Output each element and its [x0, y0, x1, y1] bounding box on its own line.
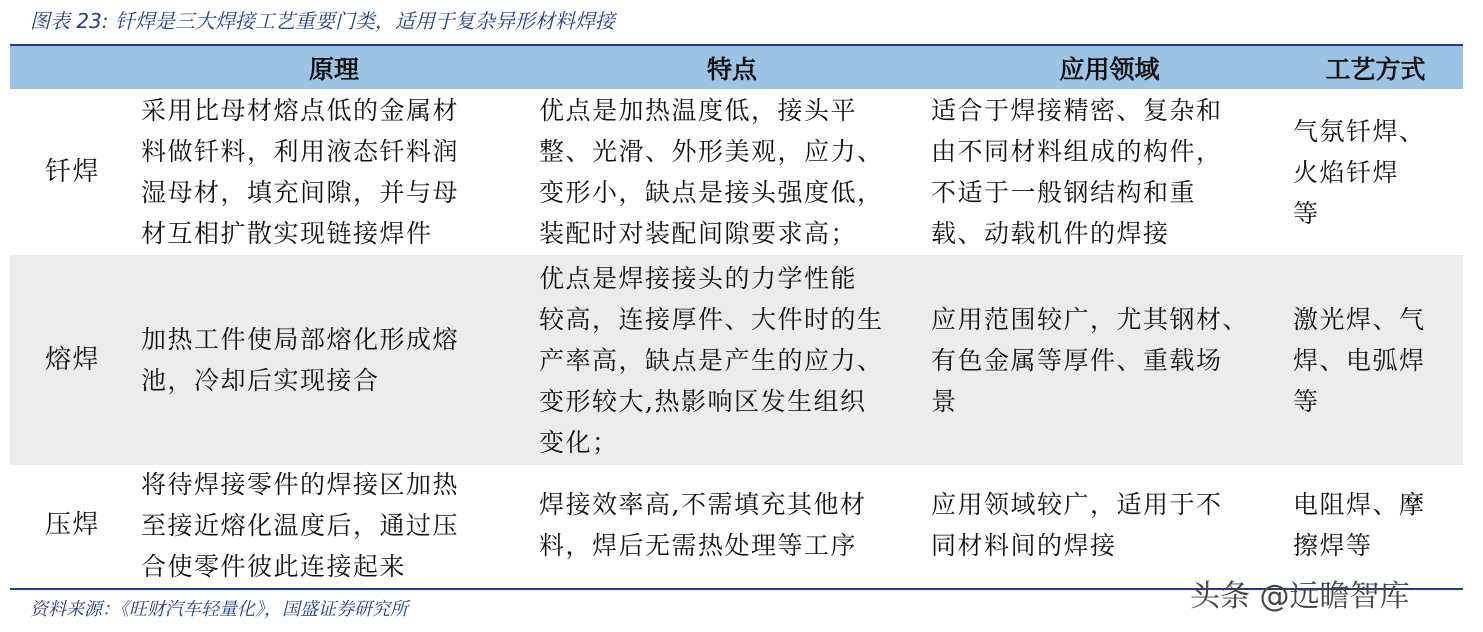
- principle-cell: 采用比母材熔点低的金属材 料做钎料，利用液态钎料润 湿母材，填充间隙，并与母 材互相扩散实现链接焊件: [141, 96, 460, 248]
- table-row: [10, 465, 1463, 585]
- process-cell: 气氛钎焊、 火焰钎焊 等: [1293, 116, 1426, 228]
- features-cell: 优点是加热温度低，接头平 整、光滑、外形美观，应力、 变形小，缺点是接头强度低， 装配时对装配间隙要求高；: [539, 96, 884, 248]
- table-row: [10, 89, 1463, 255]
- row-name: 钎焊: [44, 156, 100, 187]
- features-cell: 焊接效率高,不需填充其他材 料，焊后无需热处理等工序: [539, 490, 867, 560]
- row-name: 压焊: [44, 509, 100, 540]
- header-process: 工艺方式: [1325, 54, 1426, 84]
- process-cell: 激光焊、气 焊、电弧焊 等: [1293, 304, 1426, 416]
- table-header: [10, 46, 1463, 89]
- source-note: 资料来源：《旺财汽车轻量化》，国盛证券研究所: [30, 599, 408, 620]
- application-cell: 应用领域较广，适用于不 同材料间的焊接: [931, 490, 1223, 560]
- header-blank: [10, 46, 135, 89]
- comparison-table: [10, 46, 1463, 585]
- features-cell: 优点是焊接接头的力学性能 较高，连接厚件、大件时的生 产率高，缺点是产生的应力、 变形较大,热影响区发生组织 变化；: [539, 263, 884, 457]
- header-features: 特点: [706, 54, 757, 84]
- principle-cell: 将待焊接零件的焊接区加热 至接近熔化温度后，通过压 合使零件彼此连接起来: [141, 469, 460, 581]
- header-principle: 原理: [308, 54, 359, 84]
- principle-cell: 加热工件使局部熔化形成熔 池，冷却后实现接合: [141, 325, 460, 395]
- header-application: 应用领域: [1059, 54, 1160, 84]
- table-row: [10, 255, 1463, 465]
- application-cell: 应用范围较广，尤其钢材、 有色金属等厚件、重载场 景: [931, 304, 1250, 416]
- watermark: 头条 @远瞻智库: [1190, 579, 1410, 614]
- application-cell: 适合于焊接精密、复杂和 由不同材料组成的构件， 不适于一般钢结构和重 载、动载机件的焊接: [931, 96, 1223, 248]
- figure-caption: 图表 23: 钎焊是三大焊接工艺重要门类，适用于复杂异形材料焊接: [30, 9, 615, 33]
- process-cell: 电阻焊、摩 擦焊等: [1293, 490, 1426, 560]
- row-name: 熔焊: [44, 344, 100, 375]
